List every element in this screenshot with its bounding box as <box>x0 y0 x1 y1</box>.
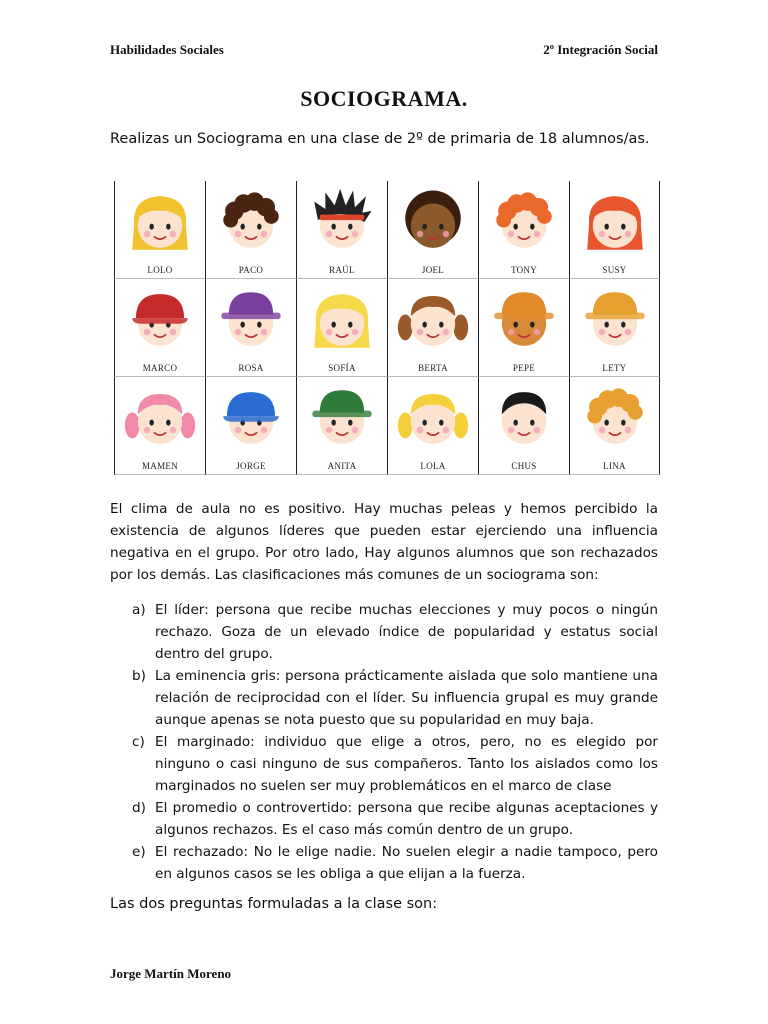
child-face-illustration <box>578 283 652 357</box>
student-card <box>205 279 296 377</box>
intro-text: Realizas un Sociograma en una clase de 2º de primaria de 18 alumnos/as. <box>110 131 650 147</box>
child-face-illustration <box>487 381 561 455</box>
student-name: RAÚL <box>329 265 355 275</box>
student-card <box>478 181 569 279</box>
list-item <box>110 731 658 797</box>
student-name: ANITA <box>327 461 357 471</box>
child-face-illustration <box>396 283 470 357</box>
child-face-illustration <box>305 381 379 455</box>
child-face-illustration <box>578 381 652 455</box>
paragraph-text: El clima de aula no es positivo. Hay muchas peleas y hemos percibido la existencia de algunos líderes que pueden estar ejerciendo una influencia negativa en el grupo. Por otro lado, Hay algunos alumnos que son rechazados por los demás. Las clasificaciones más comunes de un sociograma son: <box>110 501 658 583</box>
child-face-illustration <box>305 185 379 259</box>
list-item <box>110 841 658 885</box>
student-name: SOFÍA <box>328 363 356 373</box>
closing-text: Las dos preguntas formuladas a la clase son: <box>110 896 438 912</box>
student-card <box>114 279 205 377</box>
student-card <box>205 181 296 279</box>
student-name: ROSA <box>238 363 264 373</box>
student-card <box>296 279 387 377</box>
student-faces-grid <box>114 181 660 475</box>
student-name: JORGE <box>236 461 266 471</box>
student-name: JOEL <box>421 265 445 275</box>
child-face-illustration <box>214 283 288 357</box>
student-name: LOLO <box>147 265 173 275</box>
student-name: CHUS <box>511 461 537 471</box>
child-face-illustration <box>123 185 197 259</box>
student-card <box>569 181 660 279</box>
list-item-text: El promedio o controvertido: persona que recibe algunas aceptaciones y algunos rechazos. Es el caso más común dentro de un grupo. <box>155 800 658 838</box>
student-name: MARCO <box>142 363 178 373</box>
list-marker: e) <box>132 844 146 860</box>
student-name: SUSY <box>602 265 627 275</box>
list-item-text: El marginado: individuo que elige a otros, pero, no es elegido por ninguno o casi ninguno de sus compañeros. Tanto los aislados como los marginados no suelen ser muy problemáticos en el marco de clase <box>155 734 658 794</box>
student-card <box>296 377 387 475</box>
document-body <box>110 498 658 915</box>
child-face-illustration <box>123 381 197 455</box>
classification-list <box>110 599 658 885</box>
student-card <box>114 181 205 279</box>
student-name: PEPE <box>512 363 536 373</box>
list-item-text: La eminencia gris: persona prácticamente aislada que solo mantiene una relación de reciprocidad con el líder. Su influencia grupal es muy grande aunque apenas se nota puesto que su popularidad en muy baja. <box>155 668 658 728</box>
student-card <box>205 377 296 475</box>
child-face-illustration <box>396 185 470 259</box>
student-name: LETY <box>602 363 627 373</box>
header-right: 2º Integración Social <box>543 42 658 57</box>
student-card <box>387 279 478 377</box>
page-title: SOCIOGRAMA. <box>300 86 468 111</box>
student-card <box>569 279 660 377</box>
child-face-illustration <box>123 283 197 357</box>
child-face-illustration <box>487 283 561 357</box>
student-name: MAMEN <box>141 461 178 471</box>
list-marker: d) <box>132 800 146 816</box>
student-name: LINA <box>603 461 626 471</box>
student-card <box>387 377 478 475</box>
list-item <box>110 665 658 731</box>
student-name: PACO <box>238 265 264 275</box>
list-marker: a) <box>132 602 146 618</box>
student-card <box>569 377 660 475</box>
child-face-illustration <box>487 185 561 259</box>
child-face-illustration <box>396 381 470 455</box>
child-face-illustration <box>214 381 288 455</box>
student-name: TONY <box>510 265 538 275</box>
child-face-illustration <box>578 185 652 259</box>
student-card <box>114 377 205 475</box>
child-face-illustration <box>305 283 379 357</box>
list-item-text: El rechazado: No le elige nadie. No suelen elegir a nadie tampoco, pero en algunos casos se les obliga a que elijan a la fuerza. <box>155 844 658 882</box>
student-card <box>296 181 387 279</box>
child-face-illustration <box>214 185 288 259</box>
student-name: LOLA <box>420 461 446 471</box>
student-card <box>478 279 569 377</box>
list-marker: c) <box>132 734 145 750</box>
list-item <box>110 599 658 665</box>
student-card <box>478 377 569 475</box>
footer-author: Jorge Martín Moreno <box>110 966 232 981</box>
list-item <box>110 797 658 841</box>
list-item-text: El líder: persona que recibe muchas elecciones y muy pocos o ningún rechazo. Goza de un elevado índice de popularidad y estatus social dentro del grupo. <box>155 602 658 662</box>
student-name: BERTA <box>418 363 448 373</box>
student-card <box>387 181 478 279</box>
list-marker: b) <box>132 668 146 684</box>
header-left: Habilidades Sociales <box>110 42 224 57</box>
